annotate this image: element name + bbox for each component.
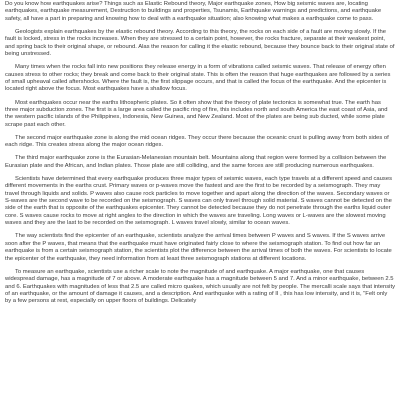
paragraph-locating-epicenter: The way scientists find the epicenter of an earthquake, scientists analyze the arrival times between P waves and S waves. If the S waves arrive soon after the P waves, that means that the earthquake must have originated fairly close to where the seismograph station. To find out how far an earthquake is from a certain seismograph station, the scientists plot the difference between the arrival times of both the waves. For scientists to locate the epicenter of the earthquake, they need information from at least three seismograph stations at different locations. [5,233,392,262]
paragraph-mid-ocean-ridges: The second major earthquake zone is along the mid ocean ridges. They occur there because the oceanic crust is pulling away from both sides of each ridge. This creates stress along the major ocean ridges. [5,134,389,149]
paragraph-wave-types: Scientists have determined that every earthquake produces three major types of seismic waves, each type travels at a different speed and causes different movements in the earths crust. Primary waves or p-waves move the fastest and are the first to be recorded by a seismograph. They may travel through liquids and solids. P waves also cause rock particles to move together and apart along the direction of the waves. Secondary waves or S-waves are the second wave to be recorded on the seismograph. S waves can only travel through solid material. S waves cannot be detected on the side of the earth that is opposite of the earthquakes epicenter. They cannot be detected because they do not penetrate through the earths liquid outer core. S waves cause rocks to move at right angles to the direction in which the waves are traveling. Long waves or L-waves are the slowest moving waves and they are the last to be recorded on the seismograph. L waves travel slowly, similar to ocean waves. [5,175,393,227]
paragraph-measuring-magnitude: To measure an earthquake, scientists use a richer scale to note the magnitude of and earthquake. A major earthquake, one that causes widespread damage, has a magnitude of 7 or above. A moderate earthquake has a magnitude between 5 and 7. And a minor earthquake, between 2.5 and 6. Earthquakes with magnitudes of less that 2.5 are called micro quakes, which usually are not felt by people. The mercalli scale says that intensity of an earthquake, or the amount of damage it causes, and a description. And earthquake with a rating of II , this has low intensity, and it is, "Felt only by a few persons at rest, especially on upper floors of buildings. Delicately [5,268,396,305]
paragraph-seismic-waves-release: Many times when the rocks fall into new positions they release energy in a form of vibrations called seismic waves. That release of energy often causes stress to other rocks; they break and come back to their original state. This is often the reason that huge earthquakes are followed by a series of small upheaval called aftershocks. Where the fault is, the first slippage occurs, and that is called the focus of the earthquake. And the epicenter is located right above the focus. Most earthquakes have a shallow focus. [5,64,391,93]
paragraph-subduction-zones: Most earthquakes occur near the earths lithospheric plates. So it often show that the theory of plate tectonics is somewhat true. The earth has three major subduction zones. The first is a large area called the pacific ring of fire, this includes north and south America the east coast of Asia, and the western pacific islands of the Philippines, Indonesia, New Guinea, and New Zealand. Most of the plates are being sub ducted, while some plate scrape past each other. [5,99,388,128]
paragraph-elastic-rebound: Geologists explain earthquakes by the elastic rebound theory. According to this theory, the rocks on each side of a fault are moving slowly. If the fault is locked, stress in the rocks increases. When they are stressed to a certain point, however, the rocks fracture, separate at their weakest point, and spring back to their original shape, or rebound. Alas the reason for calling it the elastic rebound, because they bounce back to their original state of being unstressed. [5,28,395,58]
paragraph-intro: Do you know how earthquakes arise? Things such as Elastic Rebound theory, Major earthquake zones, How big seismic waves are, locating earthquakes, earthquake measurement, Destruction to buildings and properties, Tsunamis, Earthquake warnings and predictions, and earthquake safety, all have a part in preparing and knowing how to deal with a earthquake situation; also knowing what makes a earthquake come to pass. [5,1,382,22]
paragraph-eurasian-melanesian-belt: The third major earthquake zone is the Eurasian-Melanesian mountain belt. Mountains along that region were formed by a collision between the Eurasian plate and the African, and Indian plates. Those plate are still colliding, and the same forces are still producing numerous earthquakes. [5,155,387,169]
